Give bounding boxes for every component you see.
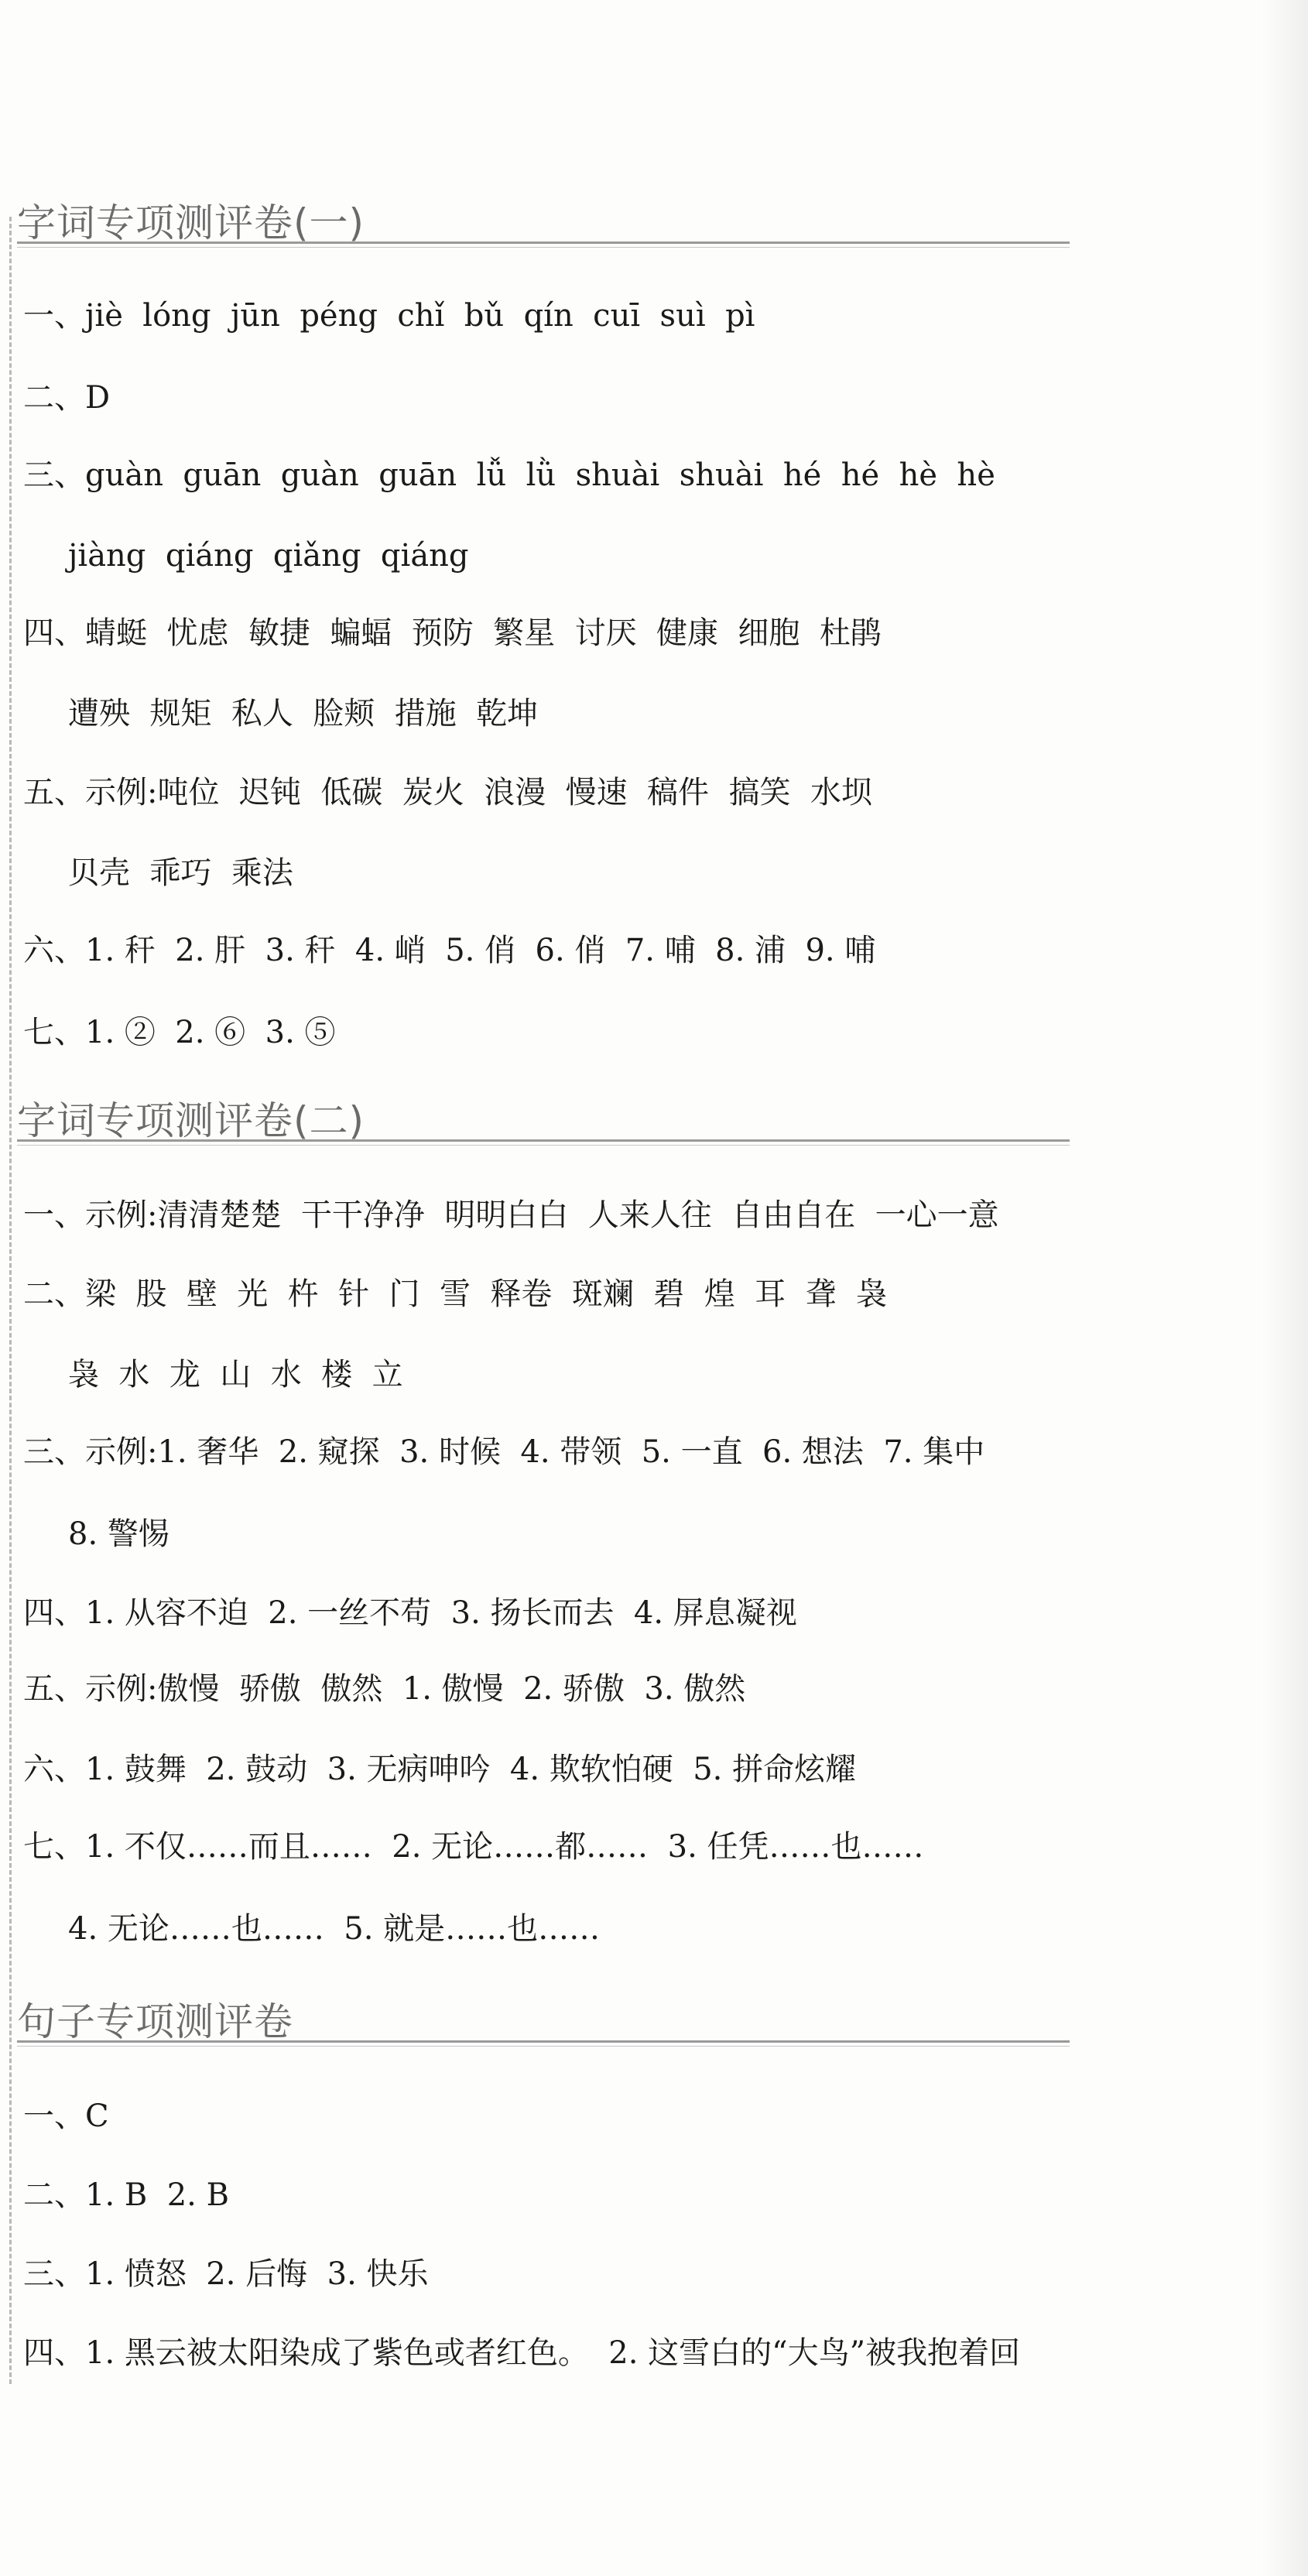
answer-line: 四、蜻蜓 忧虑 敏捷 蝙蝠 预防 繁星 讨厌 健康 细胞 杜鹃 (23, 615, 882, 651)
answer-line: 一、jiè lóng jūn péng chǐ bǔ qín cuī suì pì (23, 298, 755, 334)
answer-line: 四、1. 从容不迫 2. 一丝不苟 3. 扬长而去 4. 屏息凝视 (23, 1595, 797, 1631)
heading-rule-thin (17, 2046, 1070, 2047)
answer-line: 二、1. B 2. B (23, 2177, 229, 2213)
heading-rule (17, 2040, 1070, 2043)
page-edge-shadow (1262, 0, 1308, 2576)
answer-line: 三、guàn guān guàn guān lǚ lǜ shuài shuài hé hé hè hè (23, 457, 995, 493)
heading-rule (17, 1139, 1070, 1142)
answer-line: 贝壳 乖巧 乘法 (68, 855, 293, 891)
answer-line: 七、1. ② 2. ⑥ 3. ⑤ (23, 1015, 336, 1050)
section-heading (17, 1991, 1070, 2045)
section-heading (17, 1090, 1070, 1144)
answer-line: 4. 无论……也…… 5. 就是……也…… (68, 1911, 601, 1947)
binding-margin-line (9, 217, 12, 2384)
section-title: 字词专项测评卷(一) (17, 200, 365, 245)
answer-line: 二、梁 股 壁 光 杵 针 门 雪 释卷 斑斓 碧 煌 耳 聋 袅 (23, 1276, 888, 1312)
answer-line: 一、示例:清清楚楚 干干净净 明明白白 人来人往 自由自在 一心一意 (23, 1197, 999, 1233)
answer-line: 六、1. 鼓舞 2. 鼓动 3. 无病呻吟 4. 欺软怕硬 5. 拼命炫耀 (23, 1752, 857, 1787)
answer-line: 四、1. 黑云被太阳染成了紫色或者红色。 2. 这雪白的“大鸟”被我抱着回 (23, 2335, 1021, 2371)
answer-line: 二、D (23, 380, 111, 416)
section-title: 字词专项测评卷(二) (17, 1098, 365, 1143)
answer-line: 袅 水 龙 山 水 楼 立 (68, 1357, 403, 1392)
heading-rule-thin (17, 247, 1070, 248)
answer-line: 一、C (23, 2098, 109, 2134)
answer-line: 8. 警惕 (68, 1516, 169, 1552)
answer-line: jiàng qiáng qiǎng qiáng (68, 538, 469, 574)
section-heading (17, 192, 1070, 246)
answer-line: 五、示例:吨位 迟钝 低碳 炭火 浪漫 慢速 稿件 搞笑 水坝 (23, 775, 872, 810)
heading-rule (17, 242, 1070, 244)
answer-line: 三、示例:1. 奢华 2. 窥探 3. 时候 4. 带领 5. 一直 6. 想法 7. 集中 (23, 1434, 985, 1470)
answer-line: 遭殃 规矩 私人 脸颊 措施 乾坤 (68, 696, 539, 731)
answer-line: 六、1. 秆 2. 肝 3. 秆 4. 峭 5. 俏 6. 俏 7. 哺 8. 浦 9. 哺 (23, 933, 876, 968)
answer-line: 三、1. 愤怒 2. 后悔 3. 快乐 (23, 2256, 429, 2292)
section-title: 句子专项测评卷 (17, 1999, 293, 2044)
answer-line: 五、示例:傲慢 骄傲 傲然 1. 傲慢 2. 骄傲 3. 傲然 (23, 1671, 746, 1707)
heading-rule-thin (17, 1145, 1070, 1146)
answer-line: 七、1. 不仅……而且…… 2. 无论……都…… 3. 任凭……也…… (23, 1829, 924, 1865)
